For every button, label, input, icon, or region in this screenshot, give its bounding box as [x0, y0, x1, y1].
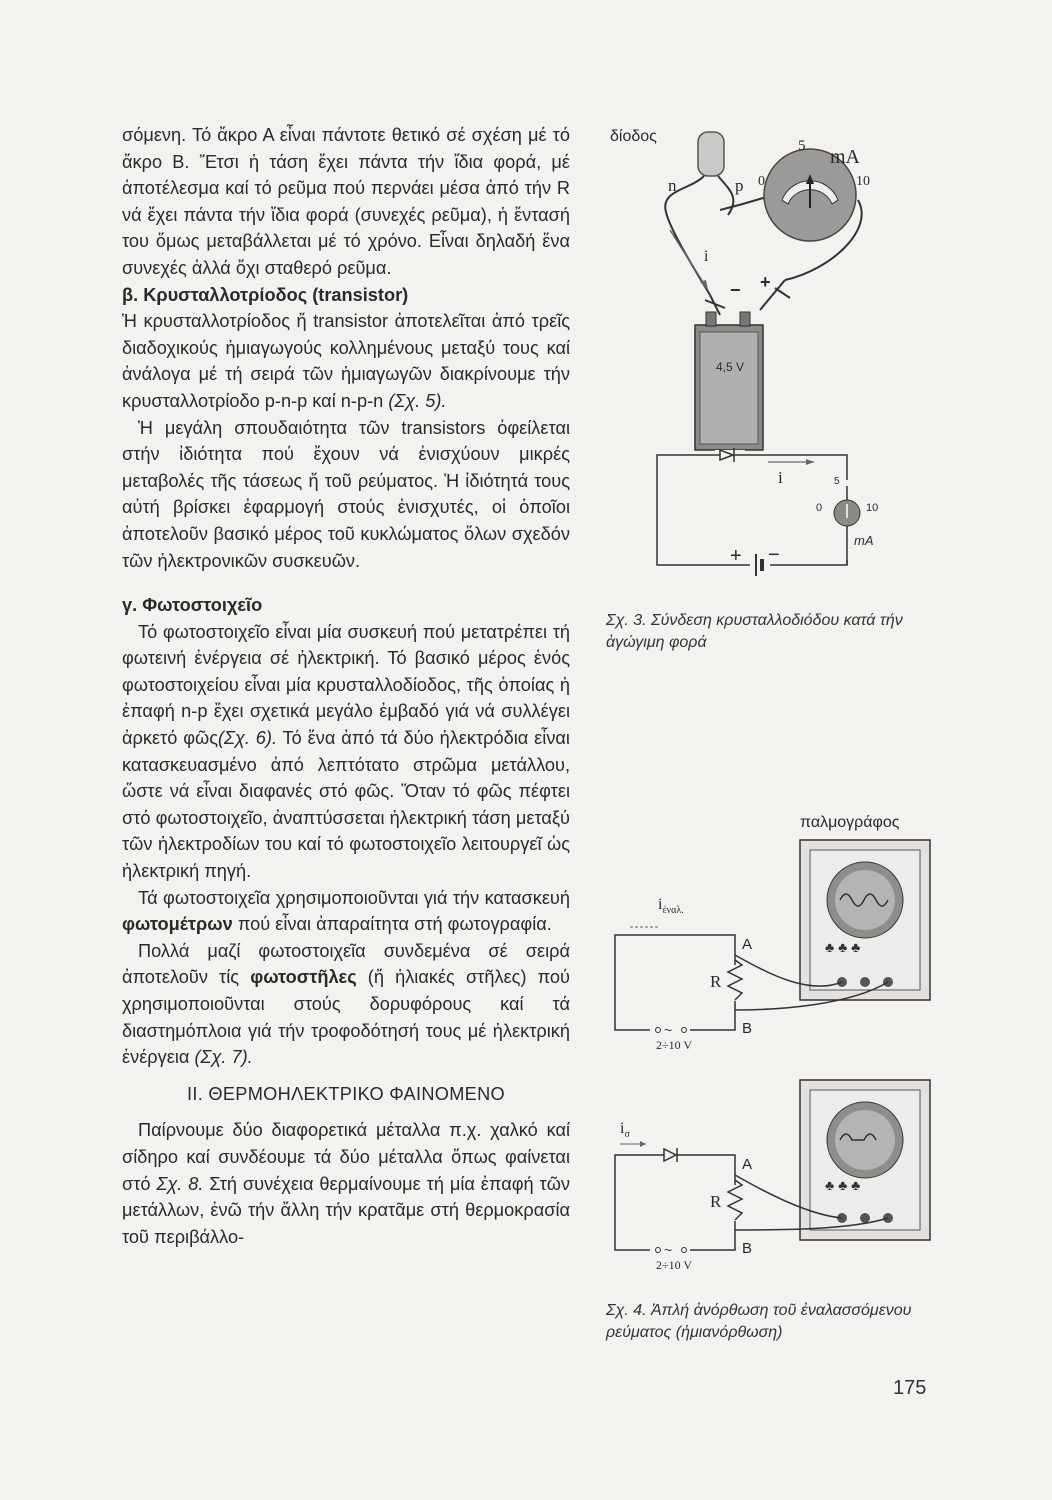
label-n: n: [668, 176, 677, 195]
svg-text:♣ ♣ ♣: ♣ ♣ ♣: [825, 1177, 861, 1193]
label-r1: R: [710, 972, 722, 991]
label-plus: +: [760, 272, 771, 292]
svg-text:~: ~: [664, 1022, 673, 1038]
label-b2: B: [742, 1240, 753, 1257]
label-p: p: [735, 176, 744, 195]
label-voltage-2: 2÷10 V: [656, 1258, 693, 1272]
label-minus: −: [730, 280, 741, 300]
text-column: [122, 122, 570, 1250]
schem-minus: −: [768, 544, 780, 566]
figure-4: [600, 810, 940, 1290]
page-number: 175: [893, 1377, 927, 1399]
schem-i: i: [778, 468, 783, 487]
label-i: i: [704, 248, 709, 265]
label-i-ac: $i_{ἐ\nu\alpha\lambda.}$: [658, 896, 684, 917]
figure-4-caption: Σχ. 4. Ἁπλή ἀνόρθωση τοῦ ἐναλασσόμενου ρεύματος (ἡμιανόρθωση): [606, 1302, 912, 1341]
figure-3-illustration: [600, 120, 940, 680]
label-voltage-1: 2÷10 V: [656, 1038, 693, 1052]
schem-0: 0: [816, 502, 823, 514]
heading-photocell: γ. Φωτοστοιχεῖο: [122, 595, 263, 616]
schem-5: 5: [834, 476, 840, 487]
paragraph-intro: σόμενη. Τό ἄκρο Α εἶναι πάντοτε θετικό σέ σχέση μέ τό ἄκρο Β. Ἔτσι ἡ τάση ἔχει πάντα τήν ἴδια φορά, μέ ἀποτέλεσμα καί τό ρεῦμα πού περνάει μέσα ἀπό τήν R νά ἔχει πάντα τήν ἴδια φορά (συνεχές ρεῦμα), ἡ ἔντασή του ὅμως μεταβάλλεται μέ τό χρόνο. Εἶναι δηλαδή ἕνα συνεχές ἀλλά ὄχι σταθερό ρεῦμα.: [122, 125, 570, 278]
paragraph-transistor-1: Ἡ κρυσταλλοτρίοδος ἤ transistor ἀποτελεῖται ἀπό τρεῖς διαδοχικούς ἡμιαγωγούς κολλημένους μεταξύ τους καί ἀνάλογα μέ τή σειρά τῶν ἡμιαγωγῶν διακρίνουμε τήν κρυσταλλοτρίοδο p-n-p καί n-p-n (Σχ. 5).: [122, 311, 570, 411]
label-a1: A: [742, 936, 753, 953]
figure-4-illustration: [600, 810, 940, 1290]
svg-text:♣ ♣ ♣: ♣ ♣ ♣: [825, 939, 861, 955]
schem-unit: mA: [854, 533, 874, 548]
meter-5: 5: [798, 138, 806, 154]
schem-plus: +: [730, 545, 742, 567]
battery-voltage: 4,5 V: [716, 360, 745, 374]
label-b1: B: [742, 1020, 753, 1037]
heading-transistor: β. Κρυσταλλοτρίοδος (transistor): [122, 284, 409, 305]
label-i-s: $i_\sigma$: [620, 1120, 630, 1141]
paragraph-thermoelectric: Παίρνουμε δύο διαφορετικά μέταλλα π.χ. χαλκό καί σίδηρο καί συνδέουμε τά δύο μέταλλα ὅπως φαίνεται στό Σχ. 8. Στή συνέχεια θερμαίνουμε τή μία ἐπαφή τῶν μετάλλων, ἐνῶ τήν ἄλλη τήν κρατᾶμε στή θερμοκρασία τοῦ περιβάλλο-: [122, 1120, 571, 1247]
paragraph-photocell-1: Τό φωτοστοιχεῖο εἶναι μία συσκευή πού μετατρέπει τή φωτεινή ἐνέργεια σέ ἠλεκτρική. Τό βασικό μέρος ἑνός φωτοστοιχείου εἶναι μία κρυσταλλοδίοδος, τῆς ὁποίας ἡ ἐπαφή n-p ἔχει σχετικά μεγάλο ἐμβαδό γιά νά συλλέγει ἀρκετό φῶς(Σχ. 6). Τό ἕνα ἀπό τά δύο ἠλεκτρόδια εἶναι κατασκευασμένο ἀπό λεπτότατο στρῶμα μετάλλου, ὥστε νά εἶναι διαφανές στό φῶς. Ὅταν τό φῶς πέφτει στό φωτοστοιχεῖο, ἀναπτύσσεται ἠλεκτρική τάση μεταξύ τῶν ἠλεκτροδίων του καί τό φωτοστοιχεῖο λειτουργεῖ ὡς ἠλεκτρική πηγή.: [122, 621, 570, 882]
diode-body: [698, 132, 724, 176]
paragraph-transistor-2: Ἡ μεγάλη σπουδαιότητα τῶν transistors ὀφείλεται στήν ἰδιότητα πού ἔχουν νά ἐνισχύουν μικρές μεταβολές τῆς τάσεως ἤ τοῦ ρεύματος. Ἡ ἰδιότητά τους αὐτή βρίσκει ἐφαρμογή στούς ἐνισχυτές, οἱ ὁποῖοι ἀποτελοῦν βασικό μέρος τοῦ κυκλώματος ὅλων σχεδόν τῶν ἠλεκτρονικῶν συσκευῶν.: [122, 417, 570, 571]
svg-text:~: ~: [664, 1242, 673, 1258]
label-diode: δίοδος: [610, 128, 657, 145]
meter-0: 0: [758, 174, 765, 189]
meter-10: 10: [856, 174, 870, 189]
label-r2: R: [710, 1192, 722, 1211]
paragraph-photocell-2: Τά φωτοστοιχεῖα χρησιμοποιοῦνται γιά τήν κατασκευή φωτομέτρων πού εἶναι ἀπαραίτητα στή φωτογραφία.: [122, 887, 570, 935]
figure-3-caption: Σχ. 3. Σύνδεση κρυσταλλοδιόδου κατά τήν ἀγώγιμη φορά: [606, 612, 903, 651]
figure-3: [600, 120, 940, 680]
paragraph-photocell-3: Πολλά μαζί φωτοστοιχεῖα συνδεμένα σέ σειρά ἀποτελοῦν τίς φωτοστῆλες (ἤ ἡλιακές στῆλες) πού χρησιμοποιοῦνται στούς δορυφόρους καί τά διαστημόπλοια γιά τήν τροφοδότησή τους μέ ἠλεκτρική ἐνέργεια (Σχ. 7).: [122, 940, 570, 1068]
label-a2: A: [742, 1156, 753, 1173]
meter-unit: mA: [830, 146, 860, 168]
schem-10: 10: [866, 502, 879, 514]
label-oscilloscope: παλμογράφος: [800, 814, 900, 831]
heading-thermoelectric: ΙΙ. ΘΕΡΜΟΗΛΕΚΤΡΙΚΟ ΦΑΙΝΟΜΕΝΟ: [187, 1083, 505, 1104]
